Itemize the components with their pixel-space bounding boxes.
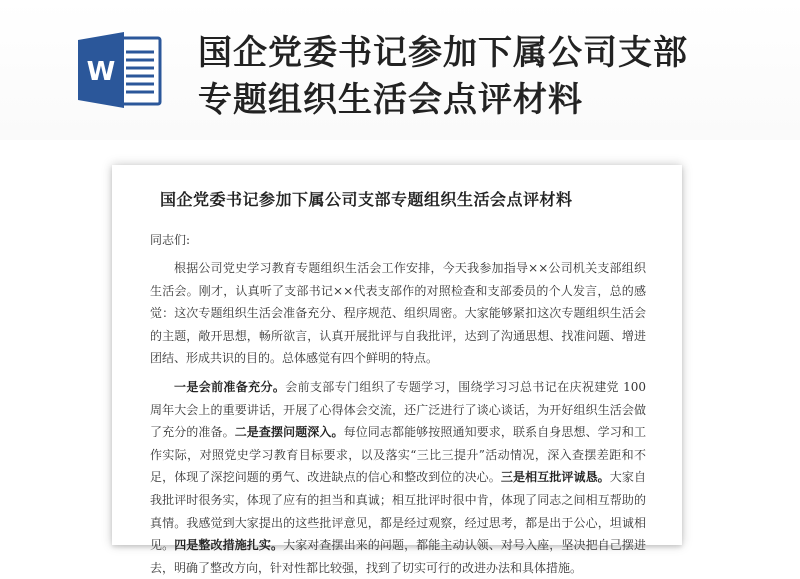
feature-heading-3: 三是相互批评诚恳。 [500, 470, 610, 485]
word-letter: W [86, 57, 116, 87]
feature-text-1: 会前支部专门组织了专题学习，围绕学习习总书记在庆祝建党 100 周年大会上的重要讲话，开展了心得体会交流，还广泛进行了谈心谈话，为开好组织生活会做了充分的准备。 [150, 379, 646, 440]
banner [0, 0, 800, 140]
banner-title-line-1: 国企党委书记参加下属公司支部 [198, 33, 688, 73]
paragraph-features [150, 376, 646, 579]
feature-heading-1: 一是会前准备充分。 [174, 379, 286, 394]
feature-heading-2: 二是查摆问题深入。 [234, 425, 344, 440]
feature-text-3: 大家自我批评时很务实，体现了应有的担当和真诚；相互批评时很中肯，体现了同志之间相互帮助的真情。我感觉到大家提出的这些批评意见，都是经过观察，经过思考，都是出于公心，坦诚相见。 [150, 470, 646, 553]
document-title: 国企党委书记参加下属公司支部专题组织生活会点评材料 [160, 190, 573, 209]
word-document-icon [74, 30, 164, 110]
salutation: 同志们: [150, 233, 191, 247]
paragraph-intro: 根据公司党史学习教育专题组织生活会工作安排，今天我参加指导××公司机关支部组织生活会。刚才，认真听了支部书记××代表支部作的对照检查和支部委员的个人发言，总的感觉：这次专题组织生活会准备充分、程序规范、组织周密。大家能够紧扣这次专题组织生活会的主题，敞开思想，畅所欲言，认真开展批评与自我批评，达到了沟通思想、找准问题、增进团结、形成共识的目的。总体感觉有四个鲜明的特点。 [150, 261, 646, 366]
banner-title [198, 30, 778, 124]
feature-text-2: 每位同志都能够按照通知要求，联系自身思想、学习和工作实际，对照党史学习教育目标要求，以及落实“三比三提升”活动情况，深入查摆差距和不足，体现了深挖问题的勇气、改进缺点的信心和整改到位的决心。 [150, 425, 646, 485]
banner-title-line-2: 专题组织生活会点评材料 [198, 80, 583, 120]
document-page [112, 165, 682, 575]
feature-heading-4: 四是整改措施扎实。 [174, 538, 284, 553]
feature-text-4: 大家对查摆出来的问题，都能主动认领、对号入座，坚决把自己摆进去，明确了整改方向，针对性都比较强，找到了切实可行的改进办法和具体措施。 [150, 538, 646, 575]
